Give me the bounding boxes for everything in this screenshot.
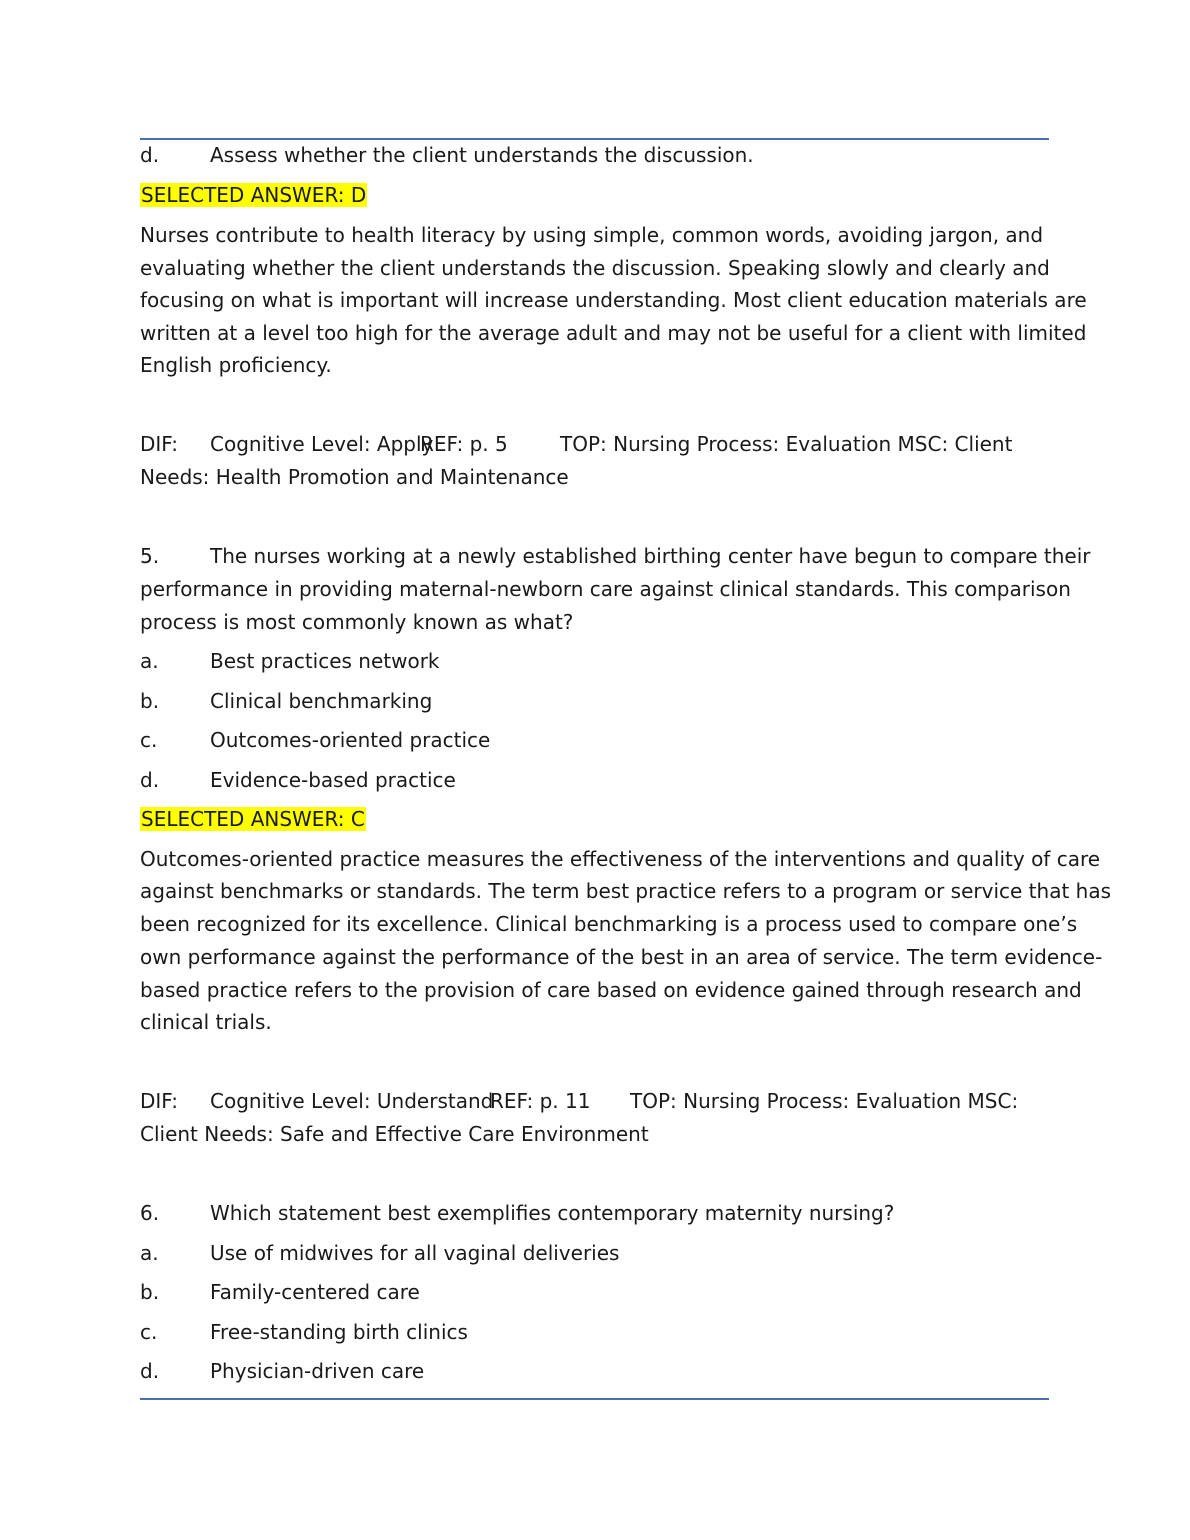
option-letter: d. [140, 1359, 160, 1383]
q5-rationale-line: based practice refers to the provision of care based on evidence gained through research and [140, 978, 1082, 1002]
q6-stem [140, 1200, 894, 1226]
q5-rationale-line: own performance against the performance of the best in an area of service. The term evidence- [140, 945, 1103, 969]
q5-rationale-line: Outcomes-oriented practice measures the effectiveness of the interventions and quality of care [140, 847, 1101, 871]
option-letter: c. [140, 1320, 158, 1344]
option-text: Use of midwives for all vaginal deliveries [210, 1241, 620, 1265]
q5-option-a [140, 648, 440, 674]
q4-rationale-line: written at a level too high for the average adult and may not be useful for a client with limited [140, 321, 1087, 345]
option-text: Assess whether the client understands the discussion. [210, 143, 754, 167]
question-number: 6. [140, 1201, 160, 1225]
stem-text: The nurses working at a newly established birthing center have begun to compare their [210, 544, 1091, 568]
option-text: Family-centered care [210, 1280, 420, 1304]
ref-page: REF: p. 5 [420, 432, 508, 456]
selected-answer-highlight: SELECTED ANSWER: C [141, 807, 365, 831]
q6-option-c [140, 1319, 468, 1345]
q4-rationale-line: English proficiency. [140, 353, 332, 377]
q5-option-b [140, 688, 432, 714]
q5-stem [140, 543, 1091, 569]
option-text: Evidence-based practice [210, 768, 456, 792]
selected-answer-highlight: SELECTED ANSWER: D [141, 183, 367, 207]
q4-rationale-line: Nurses contribute to health literacy by using simple, common words, avoiding jargon, and [140, 223, 1044, 247]
q5-option-c [140, 727, 490, 753]
dif-label: DIF: [140, 1089, 178, 1113]
q4-rationale-line: evaluating whether the client understands the discussion. Speaking slowly and clearly and [140, 256, 1050, 280]
q5-meta-line-2: Client Needs: Safe and Effective Care Environment [140, 1122, 649, 1146]
dif-label: DIF: [140, 432, 178, 456]
topic: TOP: Nursing Process: Evaluation MSC: [630, 1089, 1019, 1113]
q6-option-b [140, 1279, 420, 1305]
topic: TOP: Nursing Process: Evaluation MSC: Client [560, 432, 1013, 456]
q5-option-d [140, 767, 456, 793]
option-text: Outcomes-oriented practice [210, 728, 491, 752]
option-text: Free-standing birth clinics [210, 1320, 468, 1344]
option-text: Physician-driven care [210, 1359, 425, 1383]
q4-meta-line-2: Needs: Health Promotion and Maintenance [140, 465, 569, 489]
q5-stem-line: performance in providing maternal-newborn care against clinical standards. This comparison [140, 577, 1071, 601]
q4-selected-answer [140, 182, 367, 208]
q5-stem-line: process is most commonly known as what? [140, 610, 574, 634]
q4-option-d [140, 142, 754, 168]
option-text: Clinical benchmarking [210, 689, 433, 713]
q5-selected-answer [140, 806, 366, 832]
option-letter: d. [140, 768, 160, 792]
header-divider [140, 138, 1049, 140]
q5-rationale-line: been recognized for its excellence. Clinical benchmarking is a process used to compare one’s [140, 912, 1078, 936]
option-letter: c. [140, 728, 158, 752]
q5-rationale-line: against benchmarks or standards. The term best practice refers to a program or service that has [140, 879, 1111, 903]
ref-page: REF: p. 11 [490, 1089, 591, 1113]
option-letter: b. [140, 689, 160, 713]
option-letter: a. [140, 649, 159, 673]
option-letter: d. [140, 143, 160, 167]
footer-divider [140, 1398, 1049, 1400]
option-text: Best practices network [210, 649, 440, 673]
cognitive-level: Cognitive Level: Apply [210, 432, 434, 456]
q4-rationale-line: focusing on what is important will increase understanding. Most client education materials are [140, 288, 1087, 312]
option-letter: a. [140, 1241, 159, 1265]
q6-option-a [140, 1240, 619, 1266]
option-letter: b. [140, 1280, 160, 1304]
q5-rationale-line: clinical trials. [140, 1010, 272, 1034]
stem-text: Which statement best exemplifies contemporary maternity nursing? [210, 1201, 895, 1225]
cognitive-level: Cognitive Level: Understand [210, 1089, 494, 1113]
q6-option-d [140, 1358, 424, 1384]
question-number: 5. [140, 544, 160, 568]
